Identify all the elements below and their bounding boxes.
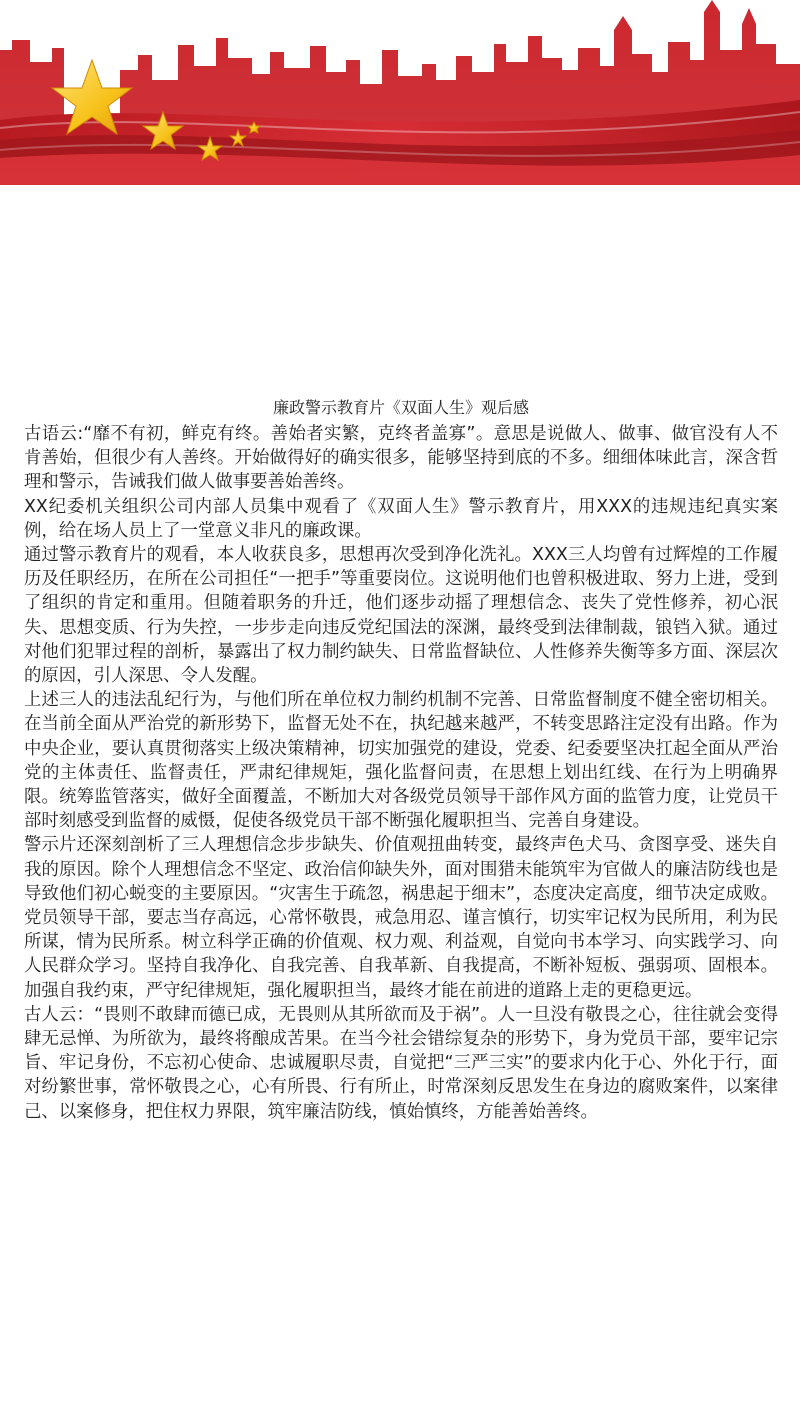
- article-paragraph-1: 古语云:“靡不有初，鲜克有终。善始者实繁，克终者盖寡”。意思是说做人、做事、做官没有人不肯善始，但很少有人善终。开始做得好的确实很多，能够坚持到底的不多。细细体味此言，深含哲理和警示，告诫我们做人做事要善始善终。: [24, 424, 778, 493]
- article-title: 廉政警示教育片《双面人生》观后感: [272, 398, 529, 417]
- article: [24, 396, 778, 1124]
- article-paragraph-5: 警示片还深刻剖析了三人理想信念步步缺失、价值观扭曲转变，最终声色犬马、贪图享受、迷失自我的原因。除个人理想信念不坚定、政治信仰缺失外，面对围猎未能筑牢为官做人的廉洁防线也是导致他们初心蜕变的主要原因。“灾害生于疏忽，祸患起于细末”，态度决定高度，细节决定成败。党员领导干部，要志当存高远，心常怀敬畏，戒急用忍、谨言慎行，切实牢记权为民所用，利为民所谋，情为民所系。树立科学正确的价值观、权力观、利益观，自觉向书本学习、向实践学习、向人民群众学习。坚持自我净化、自我完善、自我革新、自我提高，不断补短板、强弱项、固根本。加强自我约束，严守纪律规矩，强化履职担当，最终才能在前进的道路上走的更稳更远。: [24, 835, 778, 1001]
- article-paragraph-2: XX纪委机关组织公司内部人员集中观看了《双面人生》警示教育片，用XXX的违规违纪真实案例，给在场人员上了一堂意义非凡的廉政课。: [24, 496, 778, 541]
- article-paragraph-6: 古人云：“畏则不敢肆而德已成，无畏则从其所欲而及于祸”。人一旦没有敬畏之心，往往就会变得肆无忌惮、为所欲为，最终将酿成苦果。在当今社会错综复杂的形势下，身为党员干部，要牢记宗旨、牢记身份，不忘初心使命、忠诚履职尽责，自觉把“三严三实”的要求内化于心、外化于行，面对纷繁世事，常怀敬畏之心，心有所畏、行有所止，时常深刻反思发生在身边的腐败案件，以案律己、以案修身，把住权力界限，筑牢廉洁防线，慎始慎终，方能善始善终。: [24, 1004, 778, 1122]
- skyline-banner-graphic: [0, 0, 800, 185]
- article-paragraph-3: 通过警示教育片的观看，本人收获良多，思想再次受到净化洗礼。XXX三人均曾有过辉煌的工作履历及任职经历，在所在公司担任“一把手”等重要岗位。这说明他们也曾积极进取、努力上进，受到了组织的肯定和重用。但随着职务的升迁，他们逐步动摇了理想信念、丧失了党性修养，初心泯失、思想变质、行为失控，一步步走向违反党纪国法的深渊，最终受到法律制裁，锒铛入狱。通过对他们犯罪过程的剖析，暴露出了权力制约缺失、日常监督缺位、人性修养失衡等多方面、深层次的原因，引人深思、令人发醒。: [24, 545, 778, 687]
- article-paragraph-4: 上述三人的违法乱纪行为，与他们所在单位权力制约机制不完善、日常监督制度不健全密切相关。在当前全面从严治党的新形势下，监督无处不在，执纪越来越严，不转变思路注定没有出路。作为中央企业，要认真贯彻落实上级决策精神，切实加强党的建设，党委、纪委要坚决扛起全面从严治党的主体责任、监督责任，严肃纪律规矩，强化监督问责，在思想上划出红线、在行为上明确界限。统筹监管落实，做好全面覆盖，不断加大对各级党员领导干部作风方面的监管力度，让党员干部时刻感受到监督的威慑，促使各级党员干部不断强化履职担当、完善自身建设。: [24, 690, 778, 832]
- header-banner: [0, 0, 800, 185]
